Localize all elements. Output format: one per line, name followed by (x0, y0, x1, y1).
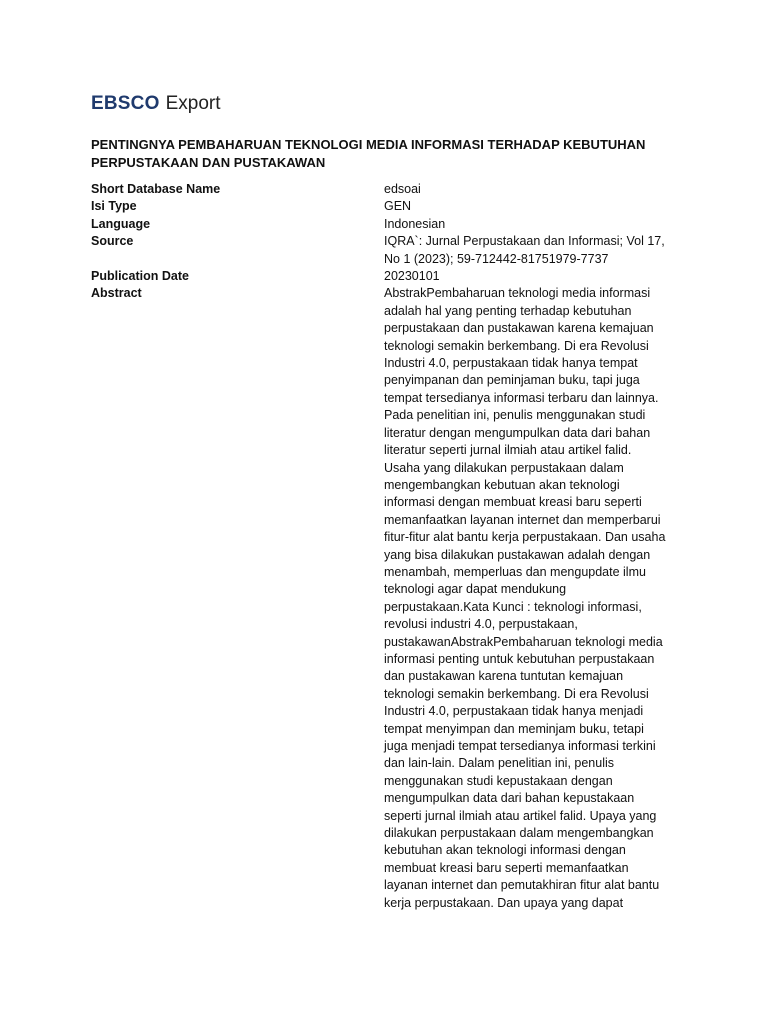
field-label: Abstract (91, 286, 142, 301)
field-value: IQRA`: Jurnal Perpustakaan dan Informasi; Vol 17, No 1 (2023); 59-712442-81751979-7737 (384, 234, 665, 266)
field-row-abstract (91, 285, 691, 912)
field-label: Short Database Name (91, 182, 221, 196)
field-label: Source (91, 234, 134, 249)
ebsco-logo: EBSCO (91, 93, 160, 114)
page-header (91, 93, 221, 119)
field-row-language (91, 216, 691, 233)
field-label: Isi Type (91, 199, 137, 214)
field-row-isi-type (91, 198, 691, 215)
field-value: edsoai (384, 182, 421, 196)
field-row-publication-date (91, 268, 691, 285)
field-row-short-database-name (91, 181, 691, 198)
field-label: Publication Date (91, 269, 189, 284)
document-title: PENTINGNYA PEMBAHARUAN TEKNOLOGI MEDIA INFORMASI TERHADAP KEBUTUHAN PERPUSTAKAAN DAN PUSTAKAWAN (91, 137, 646, 170)
field-row-source (91, 233, 691, 268)
field-value: GEN (384, 199, 412, 214)
field-value: 20230101 (384, 269, 440, 284)
metadata-table (91, 181, 691, 912)
field-value: Indonesian (384, 216, 446, 231)
abstract-text: AbstrakPembaharuan teknologi media informasi adalah hal yang penting terhadap kebutuhan perpustakaan dan pustakawan karena kemajuan teknologi semakin berkembang. Di era Revolusi Industri 4.0, perpustakaan tidak hanya tempat penyimpanan dan peminjaman buku, tapi juga tempat tersedianya informasi terbaru dan lainnya. Pada penelitian ini, penulis menggunakan studi literatur dengan mengumpulkan data dari bahan literatur seperti jurnal ilmiah atau artikel falid. Usaha yang dilakukan perpustakaan dalam mengembangkan kebutuan akan teknologi informasi dengan membuat kreasi baru seperti memanfaatkan layanan internet dan memperbarui fitur-fitur alat bantu kerja perpustakaan. Dan usaha yang bisa dilakukan pustakawan adalah dengan menambah, memperluas dan mengupdate ilmu teknologi agar dapat mendukung perpustakaan.Kata Kunci : teknologi informasi, revolusi industri 4.0, perpustakaan, pustakawanAbstrakPembaharuan teknologi media informasi penting untuk kebutuhan perpustakaan dan pustakawan karena tuntutan kemajuan teknologi semakin berkembang. Di era Revolusi Industri 4.0, perpustakaan tidak hanya menjadi tempat menyimpan dan meminjam buku, tetapi juga menjadi tempat tersedianya informasi terkini dan lain-lain. Dalam penelitian ini, penulis menggunakan studi kepustakaan dengan mengumpulkan data dari bahan kepustakaan seperti jurnal ilmiah atau artikel falid. Upaya yang dilakukan perpustakaan dalam mengembangkan kebutuhan akan teknologi informasi dengan membuat kreasi baru seperti memanfaatkan layanan internet dan pemutakhiran fitur alat bantu kerja perpustakaan. Dan upaya yang dapat (384, 286, 666, 910)
field-label: Language (91, 216, 151, 231)
export-heading: Export (165, 93, 221, 114)
